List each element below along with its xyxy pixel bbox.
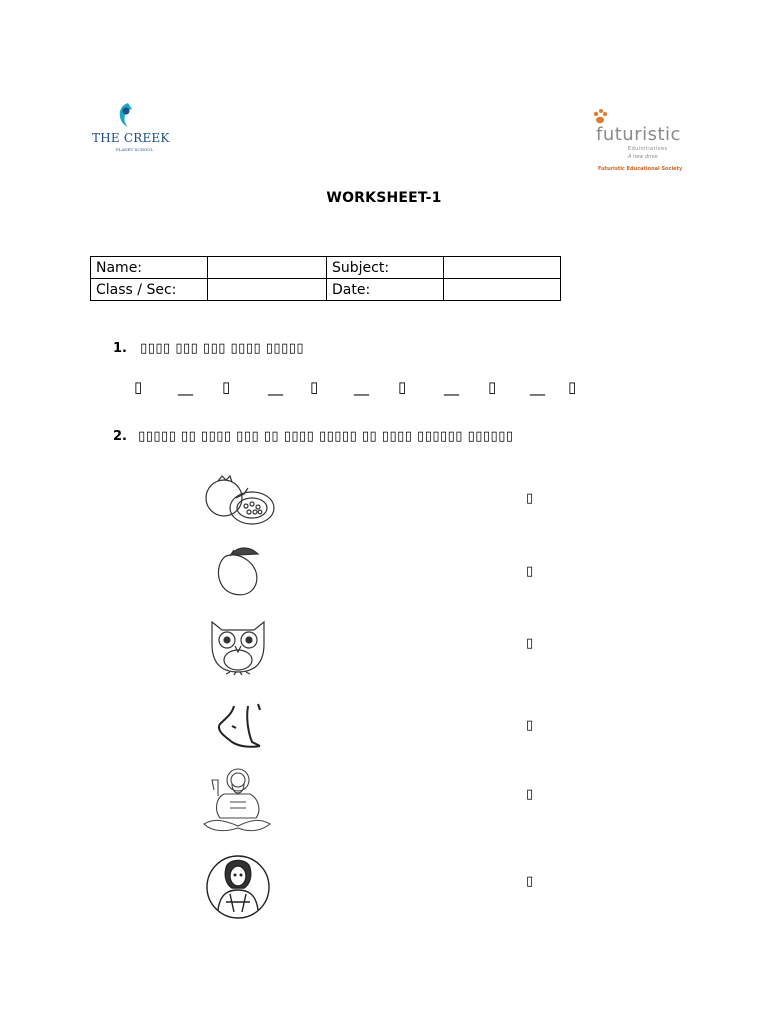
sequence-letter: ▯: [398, 378, 407, 396]
question-2: [113, 425, 514, 444]
futuristic-logo-sub2: A new drive: [628, 154, 658, 160]
owl-icon: [206, 618, 270, 678]
answer-box[interactable]: ▯: [526, 874, 534, 889]
question-number: 2.: [113, 429, 127, 444]
table-row: [91, 257, 561, 279]
sage-icon: [200, 766, 274, 836]
futuristic-logo-name: futuristic: [596, 124, 681, 145]
sequence-blank[interactable]: __: [178, 378, 193, 396]
mango-icon: [210, 546, 266, 600]
sequence-letter: ▯: [134, 378, 143, 396]
date-label: Date:: [327, 279, 444, 301]
question-1: [113, 337, 304, 356]
question-text: ▯▯▯▯ ▯▯▯ ▯▯▯ ▯▯▯▯ ▯▯▯▯▯: [140, 341, 305, 356]
creek-logo-subtitle: PLANET SCHOOL: [116, 147, 154, 152]
class-field[interactable]: [208, 279, 327, 301]
letter-sequence: [134, 378, 594, 402]
answer-box[interactable]: ▯: [526, 636, 534, 651]
question-number: 1.: [113, 341, 127, 356]
date-field[interactable]: [444, 279, 561, 301]
student-info-table: [90, 256, 561, 301]
sequence-letter: ▯: [222, 378, 231, 396]
answer-box[interactable]: ▯: [526, 491, 534, 506]
answer-box[interactable]: ▯: [526, 564, 534, 579]
sequence-blank[interactable]: __: [530, 378, 545, 396]
sequence-blank[interactable]: __: [268, 378, 283, 396]
sequence-blank[interactable]: __: [354, 378, 369, 396]
table-row: [91, 279, 561, 301]
sequence-letter: ▯: [488, 378, 497, 396]
futuristic-logo-org: Futuristic Educational Society: [598, 166, 683, 172]
page-title: WORKSHEET-1: [326, 190, 442, 206]
answer-box[interactable]: ▯: [526, 718, 534, 733]
foot-icon: [212, 702, 268, 750]
class-label: Class / Sec:: [91, 279, 208, 301]
creek-logo: [88, 97, 176, 175]
sequence-letter: ▯: [310, 378, 319, 396]
subject-field[interactable]: [444, 257, 561, 279]
question-text: ▯▯▯▯▯ ▯▯ ▯▯▯▯ ▯▯▯ ▯▯ ▯▯▯▯ ▯▯▯▯▯ ▯▯ ▯▯▯▯ ▯▯▯▯▯▯ ▯▯▯▯▯▯: [138, 429, 514, 444]
futuristic-logo: [588, 108, 683, 178]
name-label: Name:: [91, 257, 208, 279]
creek-logo-name: THE CREEK: [92, 131, 170, 145]
sequence-blank[interactable]: __: [444, 378, 459, 396]
sequence-letter: ▯: [568, 378, 577, 396]
subject-label: Subject:: [327, 257, 444, 279]
answer-box[interactable]: ▯: [526, 787, 534, 802]
futuristic-logo-sub1: Eduinitiatives: [628, 146, 668, 152]
woman-icon: [204, 854, 272, 920]
name-field[interactable]: [208, 257, 327, 279]
pomegranate-icon: [200, 474, 278, 528]
